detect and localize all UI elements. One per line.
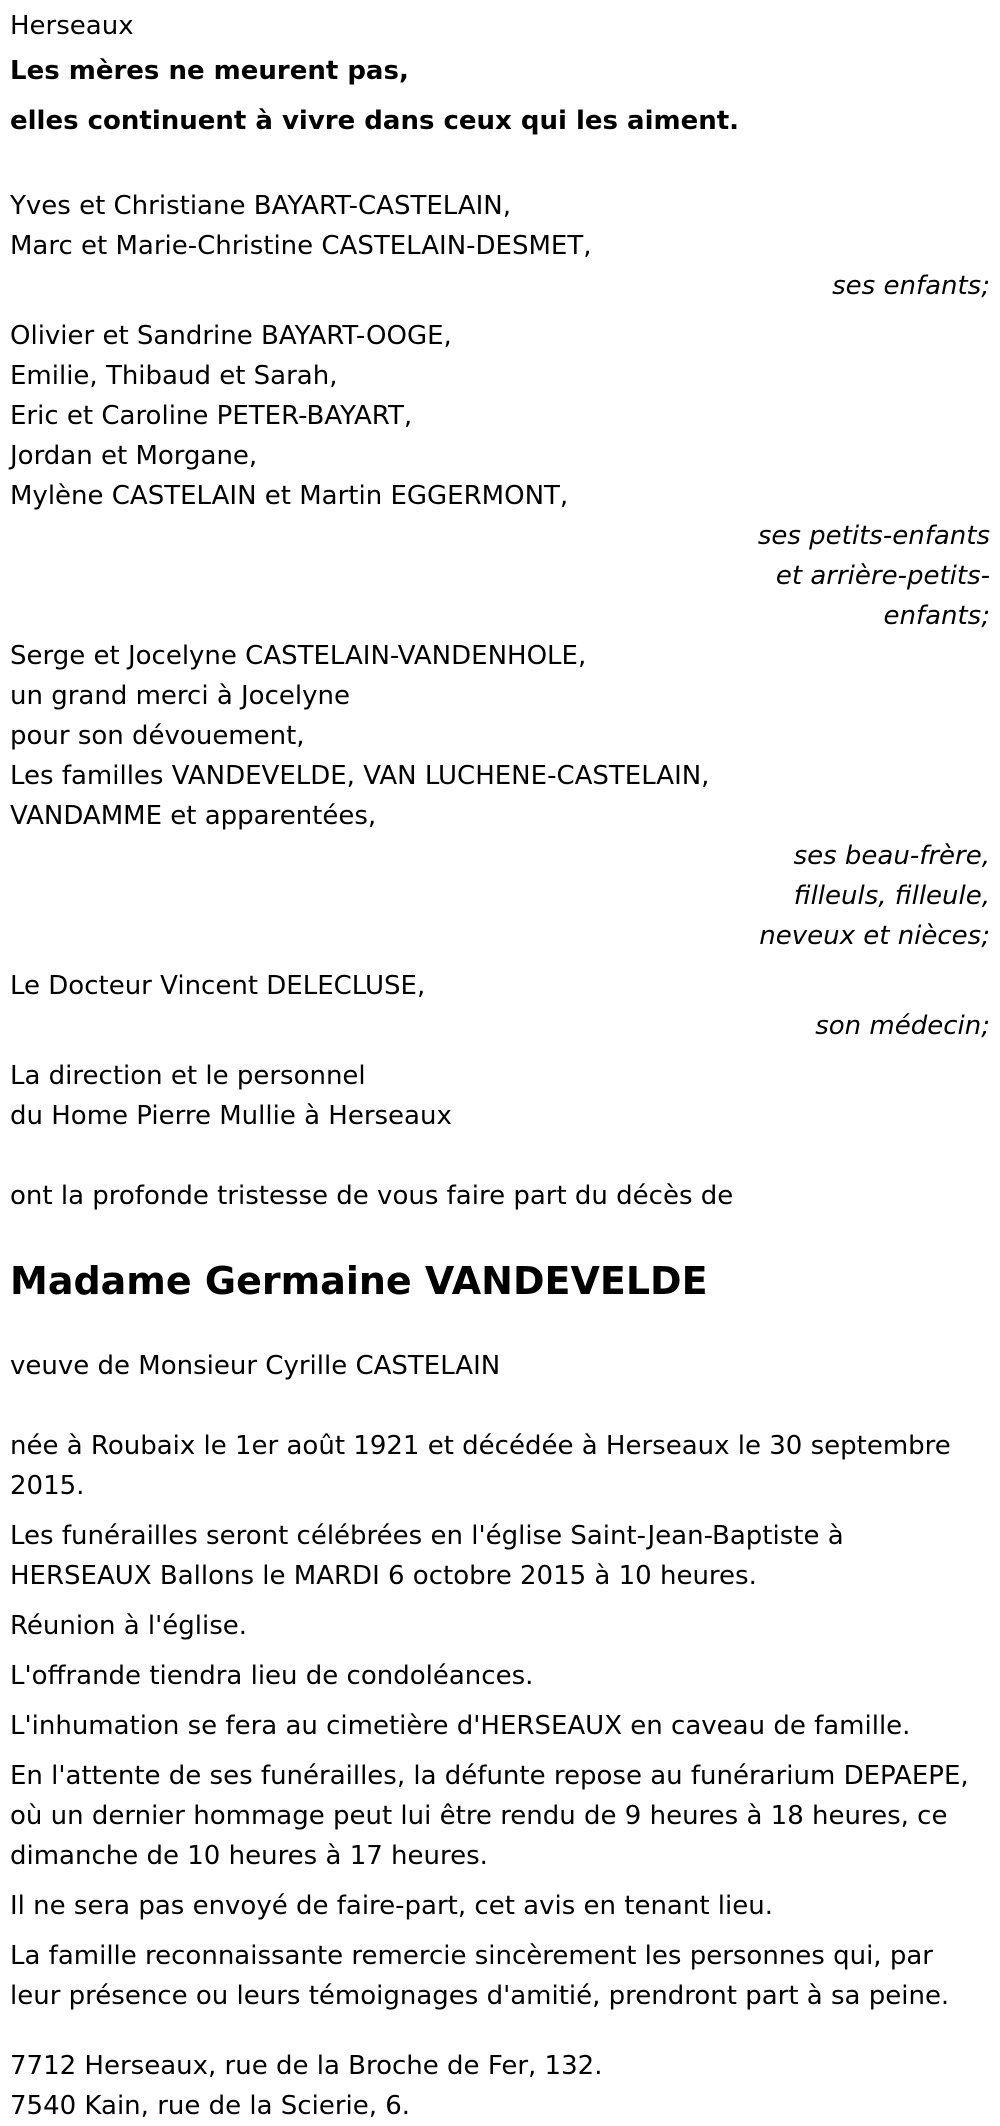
widow-of-line: veuve de Monsieur Cyrille CASTELAIN xyxy=(10,1351,501,1381)
motto-line-2: elles continuent à vivre dans ceux qui les aiment. xyxy=(10,106,740,136)
doctor-block xyxy=(10,966,990,1046)
home-line: du Home Pierre Mullie à Herseaux xyxy=(10,1101,452,1131)
grandchildren-line: Jordan et Morgane, xyxy=(10,441,258,471)
motto-line-1: Les mères ne meurent pas, xyxy=(10,56,409,86)
grandchildren-line: Emilie, Thibaud et Sarah, xyxy=(10,361,338,391)
funeral-paragraph: Les funérailles seront célébrées en l'église Saint-Jean-Baptiste à HERSEAUX Ballons le MARDI 6 octobre 2015 à 10 heures. xyxy=(10,1521,844,1591)
meeting-paragraph: Réunion à l'église. xyxy=(10,1611,248,1641)
funeral-home-paragraph: En l'attente de ses funérailles, la défunte repose au funérarium DEPAEPE, où un dernier hommage peut lui être rendu de 9 heures à 18 heures, ce dimanche de 10 heures à 17 heures. xyxy=(10,1761,969,1871)
relatives-role: filleuls, filleule, xyxy=(793,881,990,911)
place-heading: Herseaux xyxy=(10,11,134,41)
no-card-paragraph: Il ne sera pas envoyé de faire-part, cet avis en tenant lieu. xyxy=(10,1891,773,1921)
home-line: La direction et le personnel xyxy=(10,1061,366,1091)
relatives-block xyxy=(10,636,990,956)
home-block xyxy=(10,1056,990,1136)
relatives-line: Serge et Jocelyne CASTELAIN-VANDENHOLE, xyxy=(10,641,587,671)
birth-death-paragraph: née à Roubaix le 1er août 1921 et décédée à Herseaux le 30 septembre 2015. xyxy=(10,1431,951,1501)
grandchildren-role: enfants; xyxy=(883,601,990,631)
grandchildren-block xyxy=(10,316,990,636)
thanks-paragraph: La famille reconnaissante remercie sincèrement les personnes qui, par leur présence ou leurs témoignages d'amitié, prendront part à sa peine. xyxy=(10,1941,950,2011)
offering-paragraph: L'offrande tiendra lieu de condoléances. xyxy=(10,1661,534,1691)
deceased-name: Madame Germaine VANDEVELDE xyxy=(10,1259,708,1303)
address-line: 7712 Herseaux, rue de la Broche de Fer, 132. xyxy=(10,2051,603,2081)
relatives-line: un grand merci à Jocelyne xyxy=(10,681,350,711)
addresses-block xyxy=(10,2046,990,2126)
relatives-line: Les familles VANDEVELDE, VAN LUCHENE-CASTELAIN, xyxy=(10,761,710,791)
children-role: ses enfants; xyxy=(832,271,990,301)
grandchildren-role: et arrière-petits- xyxy=(775,561,990,591)
grandchildren-line: Eric et Caroline PETER-BAYART, xyxy=(10,401,413,431)
relatives-role: neveux et nièces; xyxy=(759,921,990,951)
announcement-text: ont la profonde tristesse de vous faire part du décès de xyxy=(10,1181,734,1211)
children-line: Marc et Marie-Christine CASTELAIN-DESMET, xyxy=(10,231,592,261)
address-line: 7540 Kain, rue de la Scierie, 6. xyxy=(10,2091,411,2121)
relatives-line: VANDAMME et apparentées, xyxy=(10,801,377,831)
children-line: Yves et Christiane BAYART-CASTELAIN, xyxy=(10,191,512,221)
relatives-role: ses beau-frère, xyxy=(793,841,990,871)
doctor-role: son médecin; xyxy=(815,1011,990,1041)
children-block xyxy=(10,186,990,306)
burial-paragraph: L'inhumation se fera au cimetière d'HERSEAUX en caveau de famille. xyxy=(10,1711,911,1741)
details-block xyxy=(10,1426,990,2016)
relatives-line: pour son dévouement, xyxy=(10,721,305,751)
grandchildren-line: Olivier et Sandrine BAYART-OOGE, xyxy=(10,321,452,351)
grandchildren-role: ses petits-enfants xyxy=(757,521,990,551)
obituary-notice xyxy=(10,6,990,2126)
doctor-line: Le Docteur Vincent DELECLUSE, xyxy=(10,971,426,1001)
grandchildren-line: Mylène CASTELAIN et Martin EGGERMONT, xyxy=(10,481,569,511)
